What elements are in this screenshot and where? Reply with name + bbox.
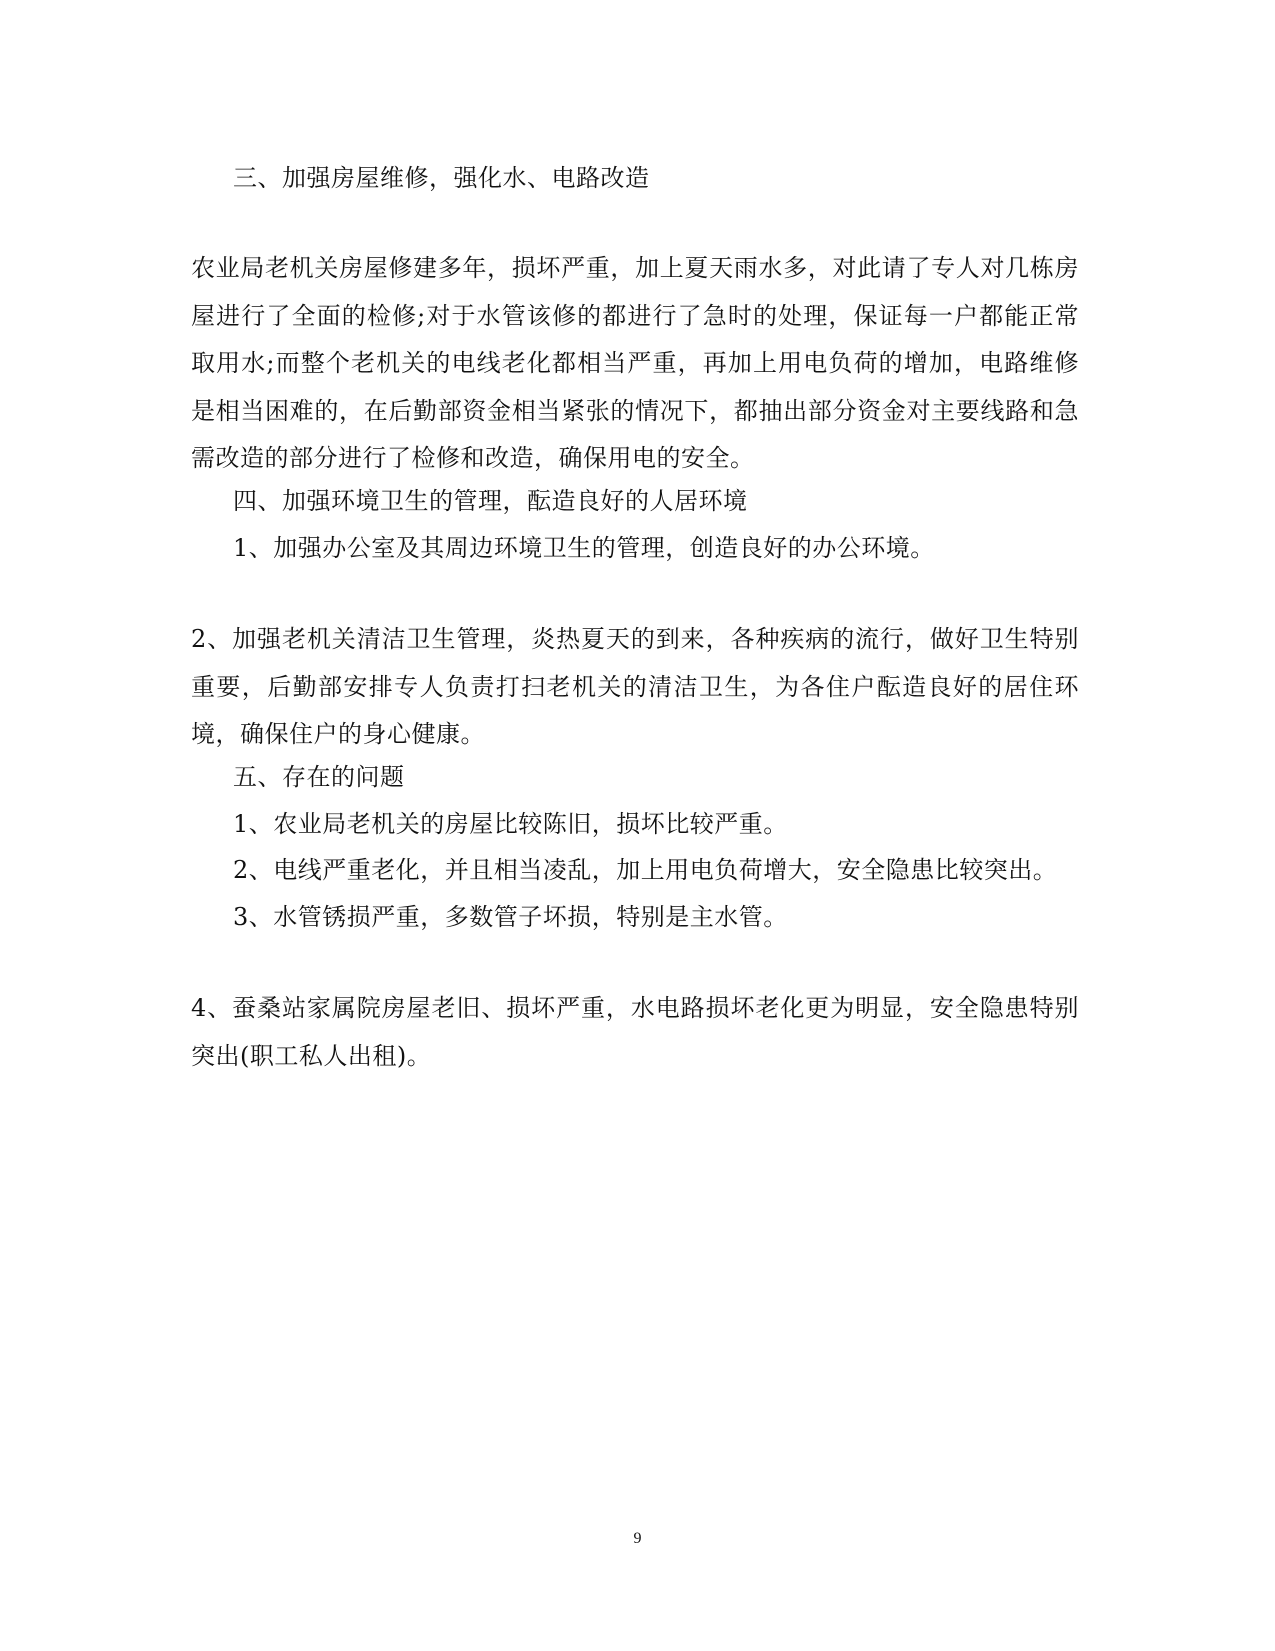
section-3-heading: 三、加强房屋维修，强化水、电路改造 [233, 164, 650, 192]
section-3-paragraph: 农业局老机关房屋修建多年，损坏严重，加上夏天雨水多，对此请了专人对几栋房屋进行了全面的检修;对于水管该修的都进行了急时的处理，保证每一户都能正常取用水;而整个老机关的电线老化都相当严重，再加上用电负荷的增加，电路维修是相当困难的，在后勤部资金相当紧张的情况下，都抽出部分资金对主要线路和急需改造的部分进行了检修和改造，确保用电的安全。 [191, 254, 1079, 472]
section-5-heading: 五、存在的问题 [233, 763, 405, 791]
section-5-item-1: 1、农业局老机关的房屋比较陈旧，损坏比较严重。 [233, 810, 788, 838]
section-4-item-2: 2、加强老机关清洁卫生管理，炎热夏天的到来，各种疾病的流行，做好卫生特别重要，后勤部安排专人负责打扫老机关的清洁卫生，为各住户酝造良好的居住环境，确保住户的身心健康。 [191, 625, 1079, 748]
section-5-item-2: 2、电线严重老化，并且相当凌乱，加上用电负荷增大，安全隐患比较突出。 [233, 856, 1058, 884]
section-5-item-4: 4、蚕桑站家属院房屋老旧、损坏严重，水电路损坏老化更为明显，安全隐患特别突出(职工私人出租)。 [191, 994, 1079, 1070]
section-4-item-1: 1、加强办公室及其周边环境卫生的管理，创造良好的办公环境。 [233, 534, 935, 562]
page-number: 9 [633, 1530, 642, 1547]
section-5-item-3: 3、水管锈损严重，多数管子坏损，特别是主水管。 [233, 903, 788, 931]
section-4-heading: 四、加强环境卫生的管理，酝造良好的人居环境 [233, 487, 748, 515]
